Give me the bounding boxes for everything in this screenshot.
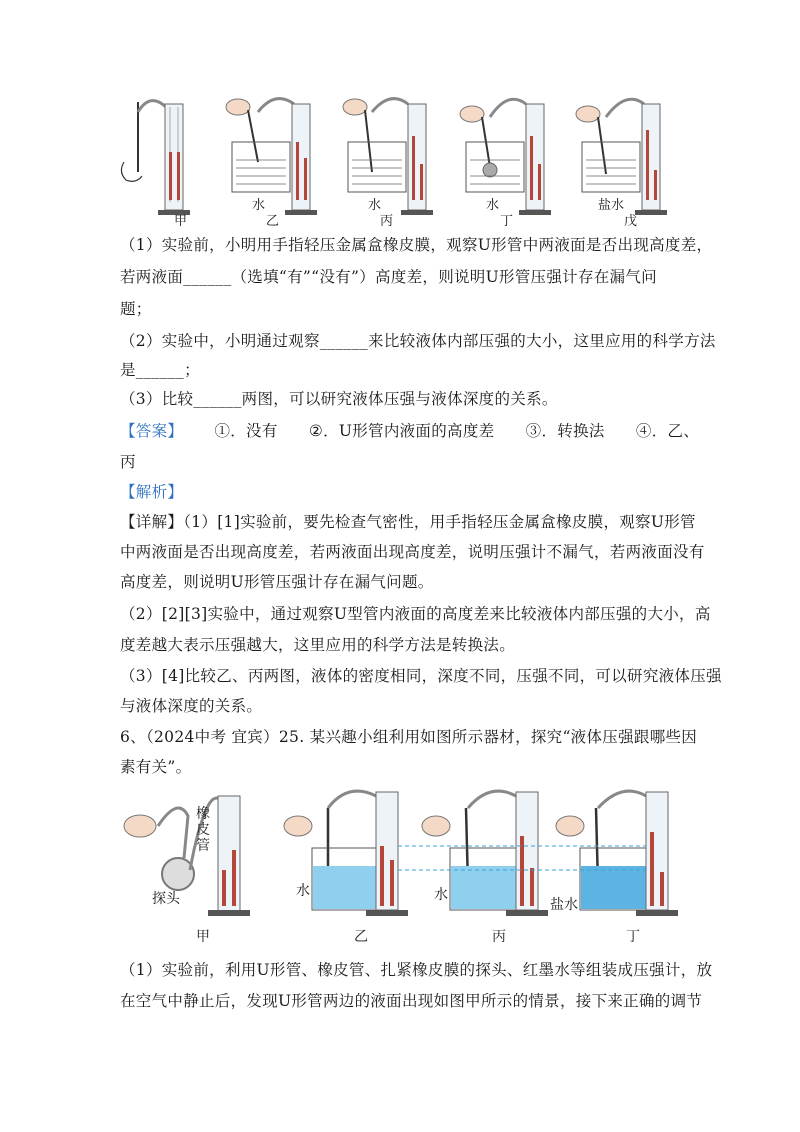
figure2-probe-label: 探头: [152, 891, 180, 907]
q6-line-1: 6、（2024中考 宜宾）25. 某兴趣小组利用如图所示器材，探究“液体压强跟哪些因: [120, 728, 698, 746]
figure1-panel-ding: [460, 99, 551, 215]
figure1-liquid-label-ding: 水: [486, 198, 500, 213]
answer-item-2: ②．U形管内液面的高度差: [308, 422, 495, 440]
figure1-caption-ding: 丁: [500, 214, 514, 229]
figure2-caption-bing: 丙: [492, 929, 506, 945]
answer-item-3: ③．转换法: [525, 422, 605, 440]
detail-line-7: 与液体深度的关系。: [120, 697, 263, 715]
figure2-liquid-label-yi: 水: [296, 883, 310, 899]
figure1-liquid-label-bing: 水: [368, 198, 382, 213]
figure1-caption-wu: 戊: [624, 214, 638, 229]
figure2-panel-jia: [124, 796, 250, 916]
figure2-liquid-label-ding: 盐水: [550, 897, 578, 913]
figure1-caption-jia: 甲: [174, 214, 188, 229]
detail-line-6: （3）[4]比较乙、丙两图，液体的密度相同，深度不同，压强不同，可以研究液体压强: [120, 667, 722, 685]
figure2-rubber-tube-label: 橡皮管: [196, 806, 210, 854]
analysis-tag: 【解析】: [120, 483, 184, 501]
answer-line: [120, 419, 725, 441]
figure1-liquid-label-yi: 水: [252, 198, 266, 213]
q2-line-2: 是______；: [120, 361, 200, 379]
q1-line-1: （1）实验前，小明用手指轻压金属盒橡皮膜，观察U形管中两液面是否出现高度差，: [120, 236, 713, 254]
figure2-caption-yi: 乙: [354, 929, 368, 945]
detail-tag: 【详解】: [120, 513, 184, 531]
answer-item-1: ①．没有: [214, 422, 278, 440]
q2-line-1: （2）实验中，小明通过观察______来比较液体内部压强的大小，这里应用的科学方法: [120, 332, 716, 350]
detail-line-2: 中两液面是否出现高度差，若两液面出现高度差，说明压强计不漏气，若两液面没有: [120, 543, 705, 561]
detail-text-1: （1）[1]实验前，要先检查气密性，用手指轻压金属盒橡皮膜，观察U形管: [183, 513, 696, 531]
figure1-panel-jia: [121, 101, 190, 215]
answer-continuation: 丙: [120, 453, 136, 471]
q1-line-3: 题；: [120, 300, 152, 318]
q3-line-1: （3）比较______两图，可以研究液体压强与液体深度的关系。: [120, 390, 558, 408]
q6-line-2: 素有关”。: [120, 758, 192, 776]
figure1-panel-bing: [343, 99, 433, 215]
figure1-liquid-label-wu: 盐水: [598, 198, 625, 213]
q6-1-line-1: （1）实验前，利用U形管、橡皮管、扎紧橡皮膜的探头、红墨水等组装成压强计，放: [120, 961, 713, 979]
figure1-panel-yi: [226, 99, 317, 215]
figure2-caption-jia: 甲: [196, 929, 210, 945]
q6-1-line-2: 在空气中静止后，发现U形管两边的液面出现如图甲所示的情景，接下来正确的调节: [120, 992, 703, 1010]
detail-line-5: 度差越大表示压强越大，这里应用的科学方法是转换法。: [120, 636, 516, 654]
answer-item-4: ④．乙、: [635, 422, 700, 440]
answer-tag: 【答案】: [120, 422, 184, 440]
detail-line-4: （2）[2][3]实验中，通过观察U型管内液面的高度差来比较液体内部压强的大小，高: [120, 605, 711, 623]
figure1-caption-yi: 乙: [266, 214, 280, 229]
detail-line-3: 高度差，则说明U形管压强计存在漏气问题。: [120, 573, 434, 591]
figure2-caption-ding: 丁: [626, 929, 640, 945]
figure2-liquid-label-bing: 水: [434, 887, 448, 903]
q1-line-2: 若两液面______（选填“有”“没有”）高度差，则说明U形管压强计存在漏气问: [120, 268, 657, 286]
figure1-caption-bing: 丙: [380, 214, 394, 229]
detail-line-1: [120, 510, 696, 532]
